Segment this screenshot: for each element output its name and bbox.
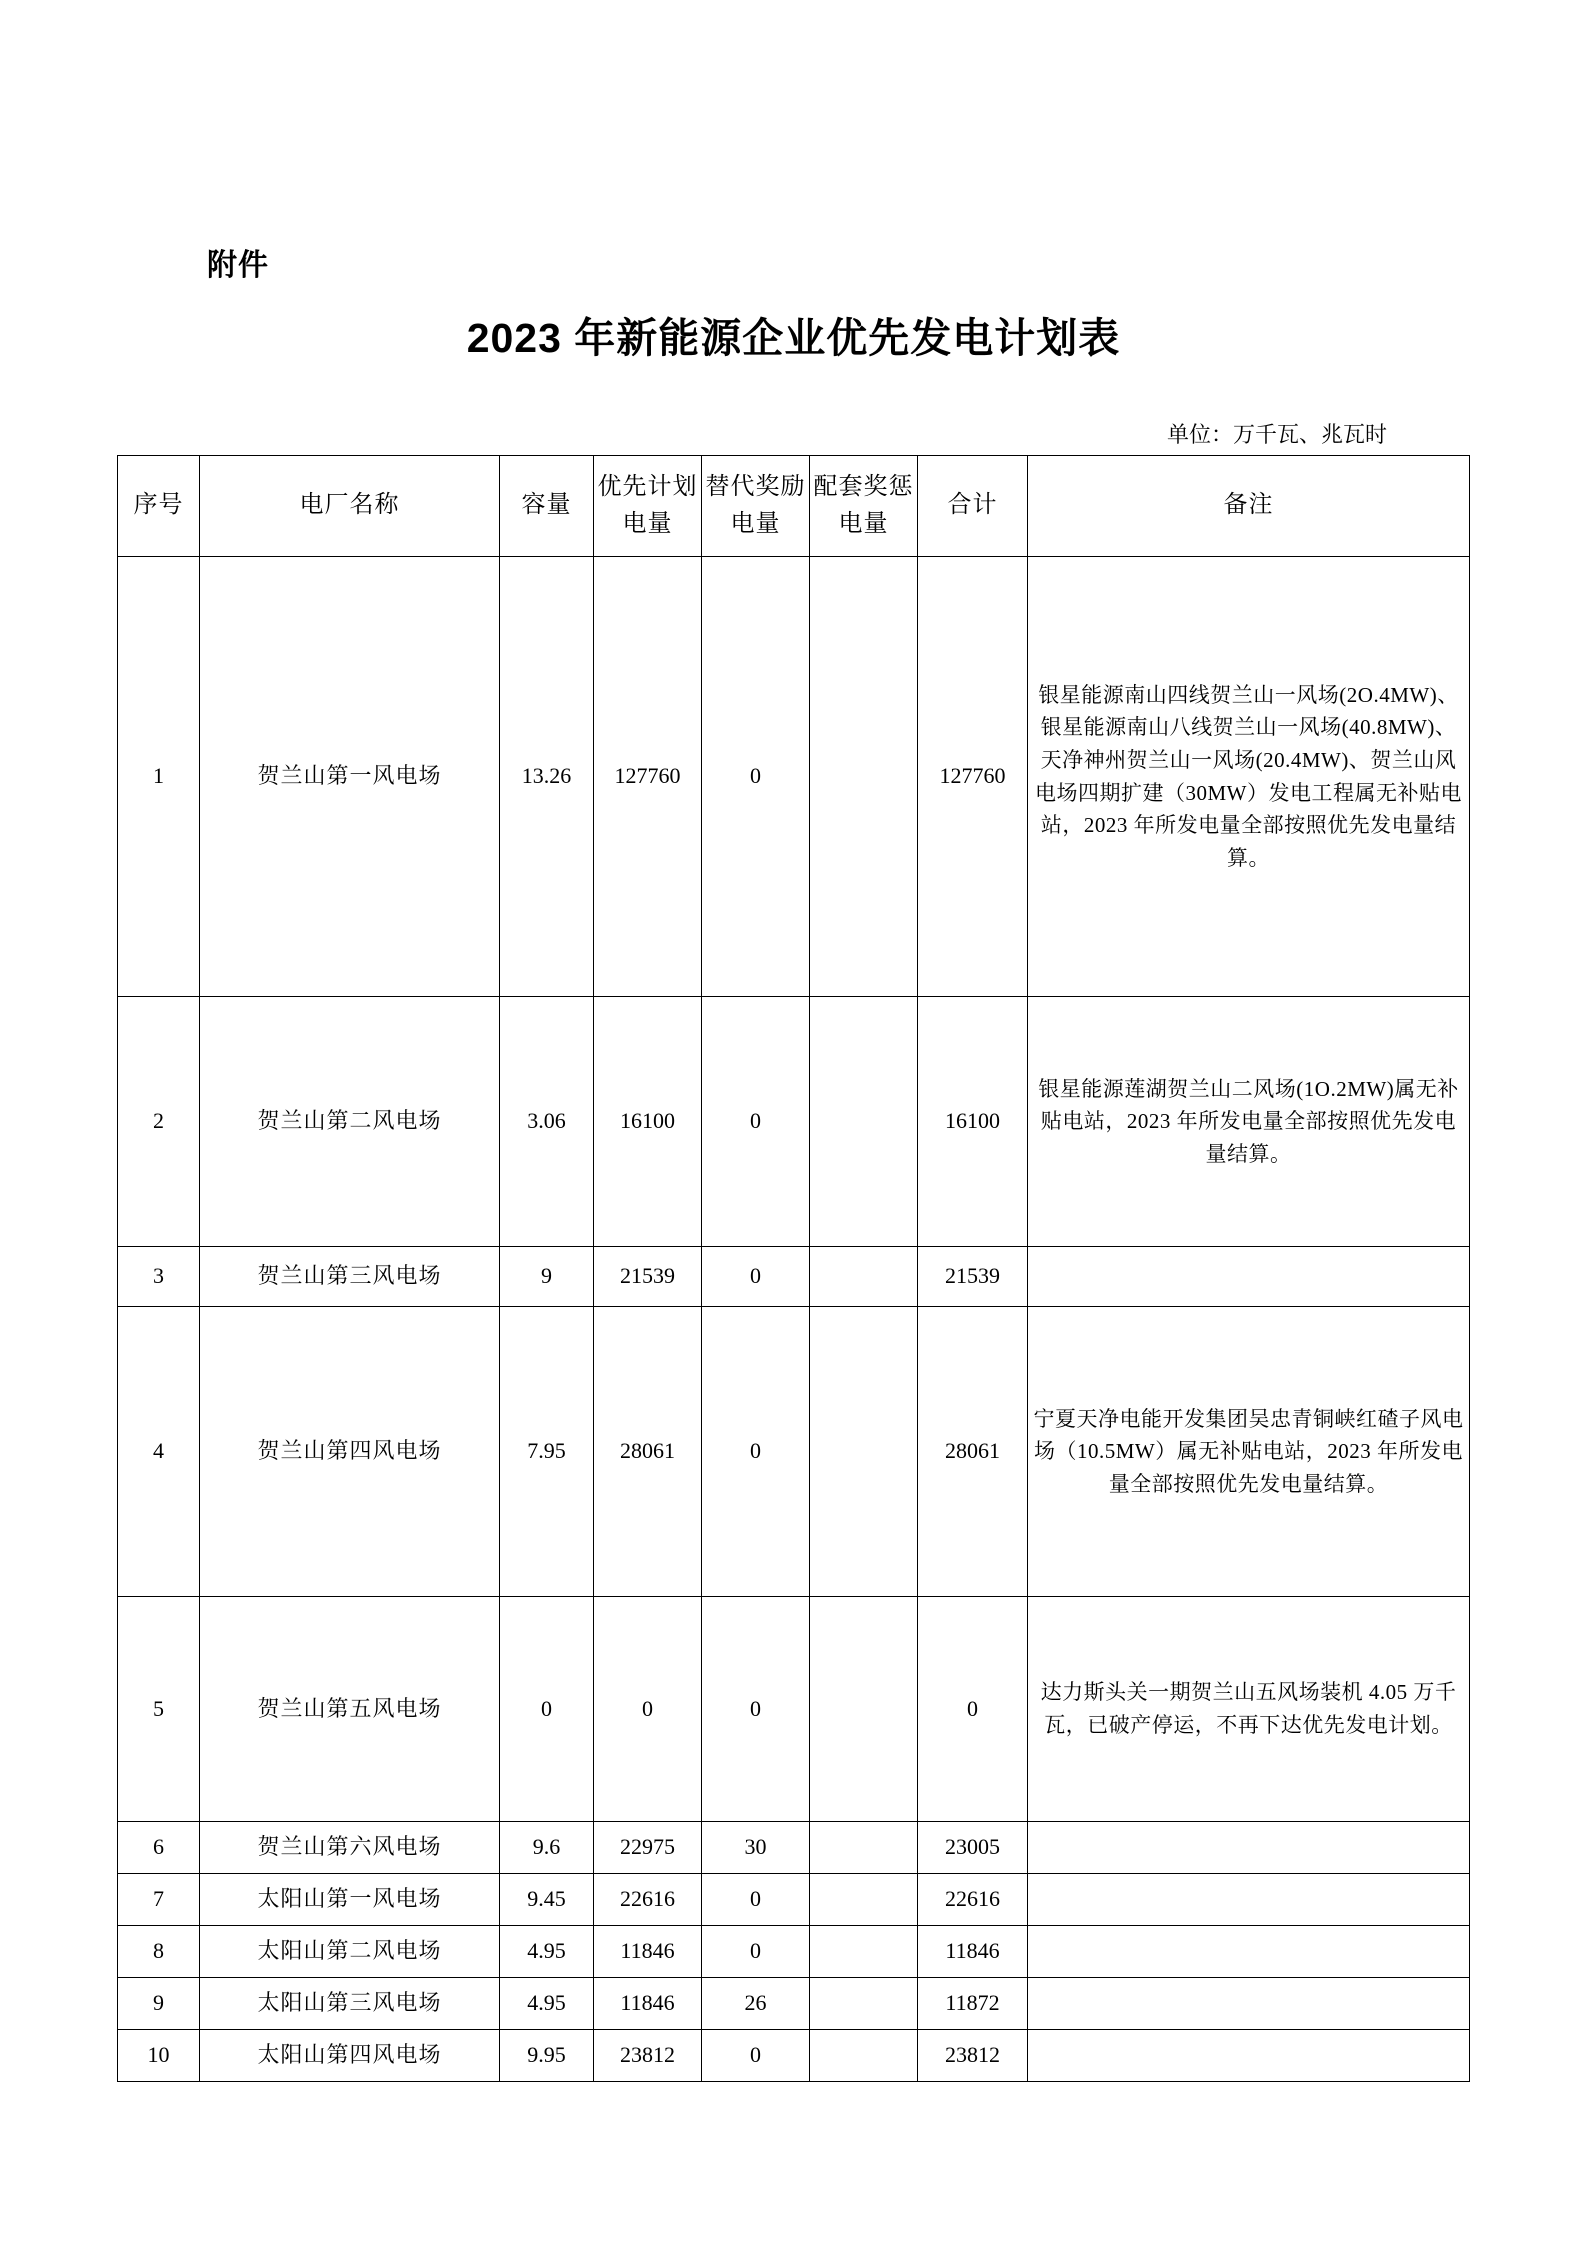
cell-capacity: 9.95 [500, 2030, 594, 2082]
table-row [118, 557, 1470, 997]
cell-substitution: 0 [702, 1307, 810, 1597]
cell-remark [1028, 1926, 1470, 1978]
cell-substitution: 0 [702, 1247, 810, 1307]
attachment-label: 附件 [207, 249, 269, 282]
cell-plant-name: 贺兰山第六风电场 [200, 1822, 500, 1874]
cell-no: 7 [118, 1874, 200, 1926]
cell-plant-name: 贺兰山第一风电场 [200, 557, 500, 997]
page-title: 2023 年新能源企业优先发电计划表 [466, 315, 1121, 361]
cell-no: 5 [118, 1597, 200, 1822]
cell-plant-name: 贺兰山第五风电场 [200, 1597, 500, 1822]
table-row [118, 997, 1470, 1247]
cell-supporting [810, 557, 918, 997]
cell-total: 16100 [918, 997, 1028, 1247]
cell-substitution: 0 [702, 1597, 810, 1822]
cell-total: 22616 [918, 1874, 1028, 1926]
cell-substitution: 0 [702, 557, 810, 997]
cell-capacity: 9.45 [500, 1874, 594, 1926]
cell-no: 9 [118, 1978, 200, 2030]
header-priority-power: 优先计划电量 [594, 456, 702, 557]
table-row [118, 1597, 1470, 1822]
cell-priority: 23812 [594, 2030, 702, 2082]
table-row [118, 1978, 1470, 2030]
cell-plant-name: 太阳山第三风电场 [200, 1978, 500, 2030]
cell-total: 21539 [918, 1247, 1028, 1307]
cell-plant-name: 贺兰山第三风电场 [200, 1247, 500, 1307]
cell-total: 11846 [918, 1926, 1028, 1978]
table-row [118, 1247, 1470, 1307]
cell-total: 11872 [918, 1978, 1028, 2030]
header-plant-name: 电厂名称 [200, 456, 500, 557]
cell-plant-name: 贺兰山第四风电场 [200, 1307, 500, 1597]
cell-capacity: 4.95 [500, 1926, 594, 1978]
cell-total: 0 [918, 1597, 1028, 1822]
cell-remark [1028, 1822, 1470, 1874]
cell-supporting [810, 1307, 918, 1597]
power-plan-table [117, 455, 1470, 2082]
cell-substitution: 0 [702, 1874, 810, 1926]
cell-remark: 宁夏天净电能开发集团吴忠青铜峡红碴子风电场（10.5MW）属无补贴电站，2023 年所发电量全部按照优先发电量结算。 [1028, 1307, 1470, 1597]
cell-substitution: 26 [702, 1978, 810, 2030]
table-row [118, 1822, 1470, 1874]
table-row [118, 1307, 1470, 1597]
cell-supporting [810, 997, 918, 1247]
cell-substitution: 0 [702, 997, 810, 1247]
cell-plant-name: 贺兰山第二风电场 [200, 997, 500, 1247]
cell-supporting [810, 1926, 918, 1978]
cell-priority: 11846 [594, 1926, 702, 1978]
cell-no: 4 [118, 1307, 200, 1597]
cell-supporting [810, 1822, 918, 1874]
header-substitution-reward: 替代奖励电量 [702, 456, 810, 557]
cell-remark [1028, 1874, 1470, 1926]
cell-capacity: 3.06 [500, 997, 594, 1247]
cell-plant-name: 太阳山第二风电场 [200, 1926, 500, 1978]
cell-remark: 达力斯头关一期贺兰山五风场装机 4.05 万千瓦，已破产停运，不再下达优先发电计划。 [1028, 1597, 1470, 1822]
header-remark: 备注 [1028, 456, 1470, 557]
cell-supporting [810, 1874, 918, 1926]
cell-remark [1028, 1247, 1470, 1307]
cell-capacity: 0 [500, 1597, 594, 1822]
cell-no: 1 [118, 557, 200, 997]
cell-priority: 127760 [594, 557, 702, 997]
cell-priority: 11846 [594, 1978, 702, 2030]
unit-note: 单位：万千瓦、兆瓦时 [1166, 422, 1387, 447]
cell-no: 10 [118, 2030, 200, 2082]
cell-total: 127760 [918, 557, 1028, 997]
cell-capacity: 9.6 [500, 1822, 594, 1874]
cell-total: 28061 [918, 1307, 1028, 1597]
cell-remark [1028, 2030, 1470, 2082]
cell-no: 2 [118, 997, 200, 1247]
cell-priority: 0 [594, 1597, 702, 1822]
cell-plant-name: 太阳山第一风电场 [200, 1874, 500, 1926]
table-header-row [118, 456, 1470, 557]
cell-capacity: 13.26 [500, 557, 594, 997]
cell-priority: 22616 [594, 1874, 702, 1926]
cell-plant-name: 太阳山第四风电场 [200, 2030, 500, 2082]
header-no: 序号 [118, 456, 200, 557]
table-row [118, 1874, 1470, 1926]
cell-capacity: 4.95 [500, 1978, 594, 2030]
cell-priority: 22975 [594, 1822, 702, 1874]
cell-no: 8 [118, 1926, 200, 1978]
cell-total: 23005 [918, 1822, 1028, 1874]
table-row [118, 2030, 1470, 2082]
cell-capacity: 9 [500, 1247, 594, 1307]
cell-no: 6 [118, 1822, 200, 1874]
cell-total: 23812 [918, 2030, 1028, 2082]
cell-substitution: 0 [702, 1926, 810, 1978]
cell-priority: 28061 [594, 1307, 702, 1597]
cell-capacity: 7.95 [500, 1307, 594, 1597]
cell-supporting [810, 1247, 918, 1307]
cell-supporting [810, 1597, 918, 1822]
header-capacity: 容量 [500, 456, 594, 557]
header-supporting-reward: 配套奖惩电量 [810, 456, 918, 557]
cell-priority: 21539 [594, 1247, 702, 1307]
table-row [118, 1926, 1470, 1978]
cell-remark: 银星能源南山四线贺兰山一风场(2O.4MW)、银星能源南山八线贺兰山一风场(40.8MW)、天净神州贺兰山一风场(20.4MW)、贺兰山风电场四期扩建（30MW）发电工程属无补贴电站，2023 年所发电量全部按照优先发电量结算。 [1028, 557, 1470, 997]
cell-priority: 16100 [594, 997, 702, 1247]
cell-remark [1028, 1978, 1470, 2030]
cell-substitution: 0 [702, 2030, 810, 2082]
cell-remark: 银星能源莲湖贺兰山二风场(1O.2MW)属无补贴电站，2023 年所发电量全部按照优先发电量结算。 [1028, 997, 1470, 1247]
cell-supporting [810, 2030, 918, 2082]
cell-supporting [810, 1978, 918, 2030]
cell-no: 3 [118, 1247, 200, 1307]
header-total: 合计 [918, 456, 1028, 557]
cell-substitution: 30 [702, 1822, 810, 1874]
